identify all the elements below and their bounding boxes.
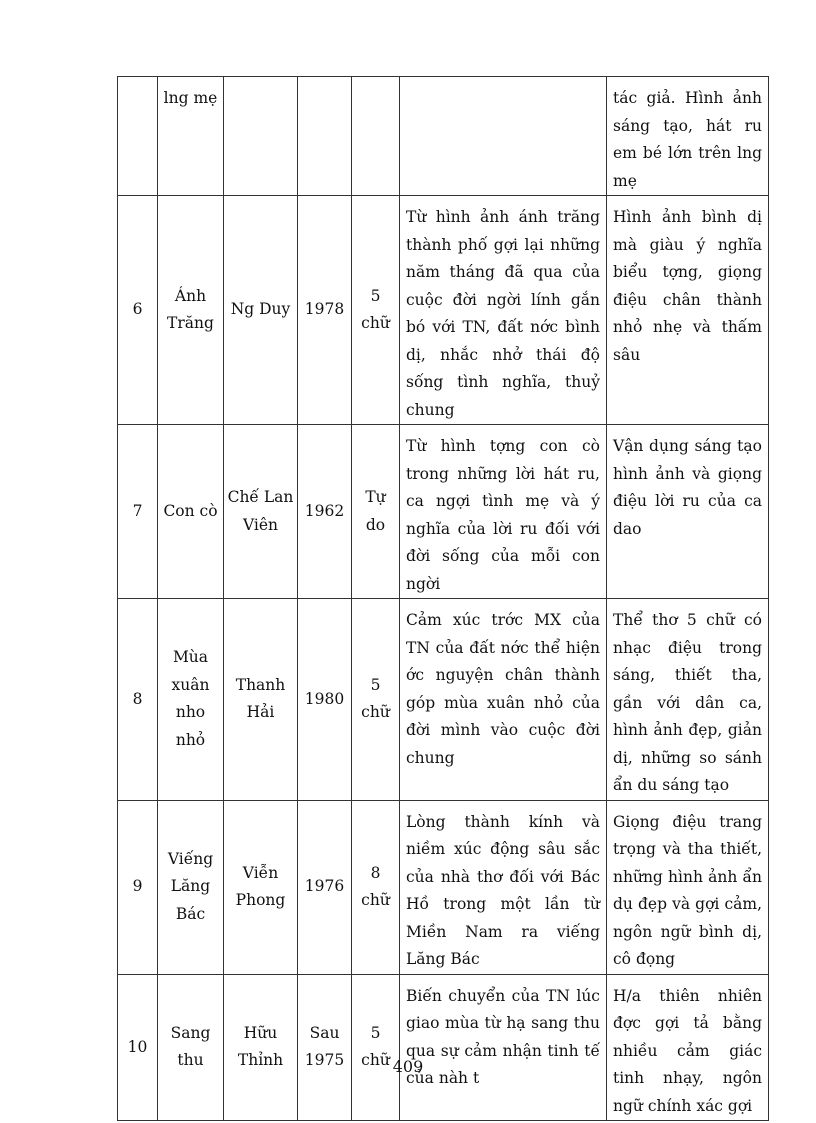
cell-no [118, 77, 158, 196]
cell-form [352, 77, 400, 196]
cell-art: tác giả. Hình ảnh sáng tạo, hát ru em bé lớn trên lng mẹ [607, 77, 769, 196]
cell-art: Thể thơ 5 chữ có nhạc điệu trong sáng, thiết tha, gần với dân ca, hình ảnh đẹp, giản dị, những so sánh ẩn du sáng tạo [607, 599, 769, 801]
cell-art: H/a thiên nhiên đợc gợi tả bằng nhiều cảm giác tinh nhạy, ngôn ngữ chính xác gợi [607, 974, 769, 1121]
cell-form [352, 974, 400, 1121]
cell-author [224, 77, 298, 196]
cell-art: Vận dụng sáng tạo hình ảnh và giọng điệu lời ru của ca dao [607, 425, 769, 599]
cell-title-text: Viếng Lăng Bác [167, 849, 214, 923]
cell-author-text: Viễn Phong [235, 863, 286, 909]
cell-title [158, 425, 224, 599]
cell-author-text: Hữu Thỉnh [237, 1023, 284, 1070]
cell-author-text: Chế Lan Viên [227, 488, 294, 534]
cell-form-text: Tự do [365, 488, 386, 534]
cell-title [158, 196, 224, 425]
cell-no: 8 [118, 599, 158, 801]
cell-content: Từ hình tợng con cò trong những lời hát ru, ca ngợi tình mẹ và ý nghĩa của lời ru đối với đời sống của mỗi con ngời [400, 425, 607, 599]
cell-author [224, 800, 298, 974]
cell-year-text: Sau 1975 [304, 1023, 345, 1070]
cell-no: 6 [118, 196, 158, 425]
cell-author [224, 425, 298, 599]
cell-author-text: Thanh Hải [235, 675, 286, 722]
cell-title-text: Sang thu [170, 1023, 211, 1070]
cell-form [352, 425, 400, 599]
cell-title [158, 974, 224, 1121]
cell-art: Giọng điệu trang trọng và tha thiết, những hình ảnh ẩn dụ đẹp và gợi cảm, ngôn ngữ bình dị, cô đọng [607, 800, 769, 974]
table-row [118, 77, 769, 196]
cell-form [352, 196, 400, 425]
cell-form [352, 599, 400, 801]
table-row [118, 800, 769, 974]
cell-author-text: Ng Duy [230, 300, 291, 319]
cell-no: 10 [118, 974, 158, 1121]
cell-art: Hình ảnh bình dị mà giàu ý nghĩa biểu tợng, giọng điệu chân thành nhỏ nhẹ và thấm sâu [607, 196, 769, 425]
cell-author [224, 196, 298, 425]
cell-no: 9 [118, 800, 158, 974]
cell-form-text: 8 chữ [361, 863, 390, 909]
cell-title-text: Ánh Trăng [167, 286, 214, 332]
cell-no: 7 [118, 425, 158, 599]
cell-content [400, 77, 607, 196]
cell-content: Biến chuyển của TN lúc giao mùa từ hạ sang thu qua sự cảm nhận tinh tế của nàh t [400, 974, 607, 1121]
cell-content: Cảm xúc trớc MX của TN của đất nớc thể hiện ớc nguyện chân thành góp mùa xuân nhỏ của đời mình vào cuộc đời chung [400, 599, 607, 801]
cell-content: Lòng thành kính và niềm xúc động sâu sắc của nhà thơ đối với Bác Hồ trong một lần từ Miền Nam ra viếng Lăng Bác [400, 800, 607, 974]
cell-author [224, 974, 298, 1121]
cell-title [158, 800, 224, 974]
cell-content: Từ hình ảnh ánh trăng thành phố gợi lại những năm tháng đã qua của cuộc đời ngời lính gắn bó với TN, đất nớc bình dị, nhắc nhở thái độ sống tình nghĩa, thuỷ chung [400, 196, 607, 425]
table-row [118, 196, 769, 425]
table-row [118, 599, 769, 801]
cell-title-text: lng mẹ [163, 89, 218, 107]
cell-title [158, 77, 224, 196]
cell-form [352, 800, 400, 974]
cell-title [158, 599, 224, 801]
table-row [118, 974, 769, 1121]
cell-author [224, 599, 298, 801]
cell-form-text: 5 chữ [361, 675, 390, 722]
cell-year [298, 77, 352, 196]
cell-title-text: Con cò [163, 501, 218, 520]
cell-title-text: Mùa xuân nho nhỏ [171, 648, 210, 749]
poems-table [117, 76, 769, 1121]
cell-form-text: 5 chữ [361, 1023, 390, 1070]
cell-year: 1962 [298, 425, 352, 599]
cell-form-text: 5 chữ [361, 286, 390, 332]
page-number: 409 [392, 1057, 424, 1076]
cell-year [298, 974, 352, 1121]
table-row [118, 425, 769, 599]
cell-year: 1980 [298, 599, 352, 801]
cell-year: 1978 [298, 196, 352, 425]
cell-year: 1976 [298, 800, 352, 974]
